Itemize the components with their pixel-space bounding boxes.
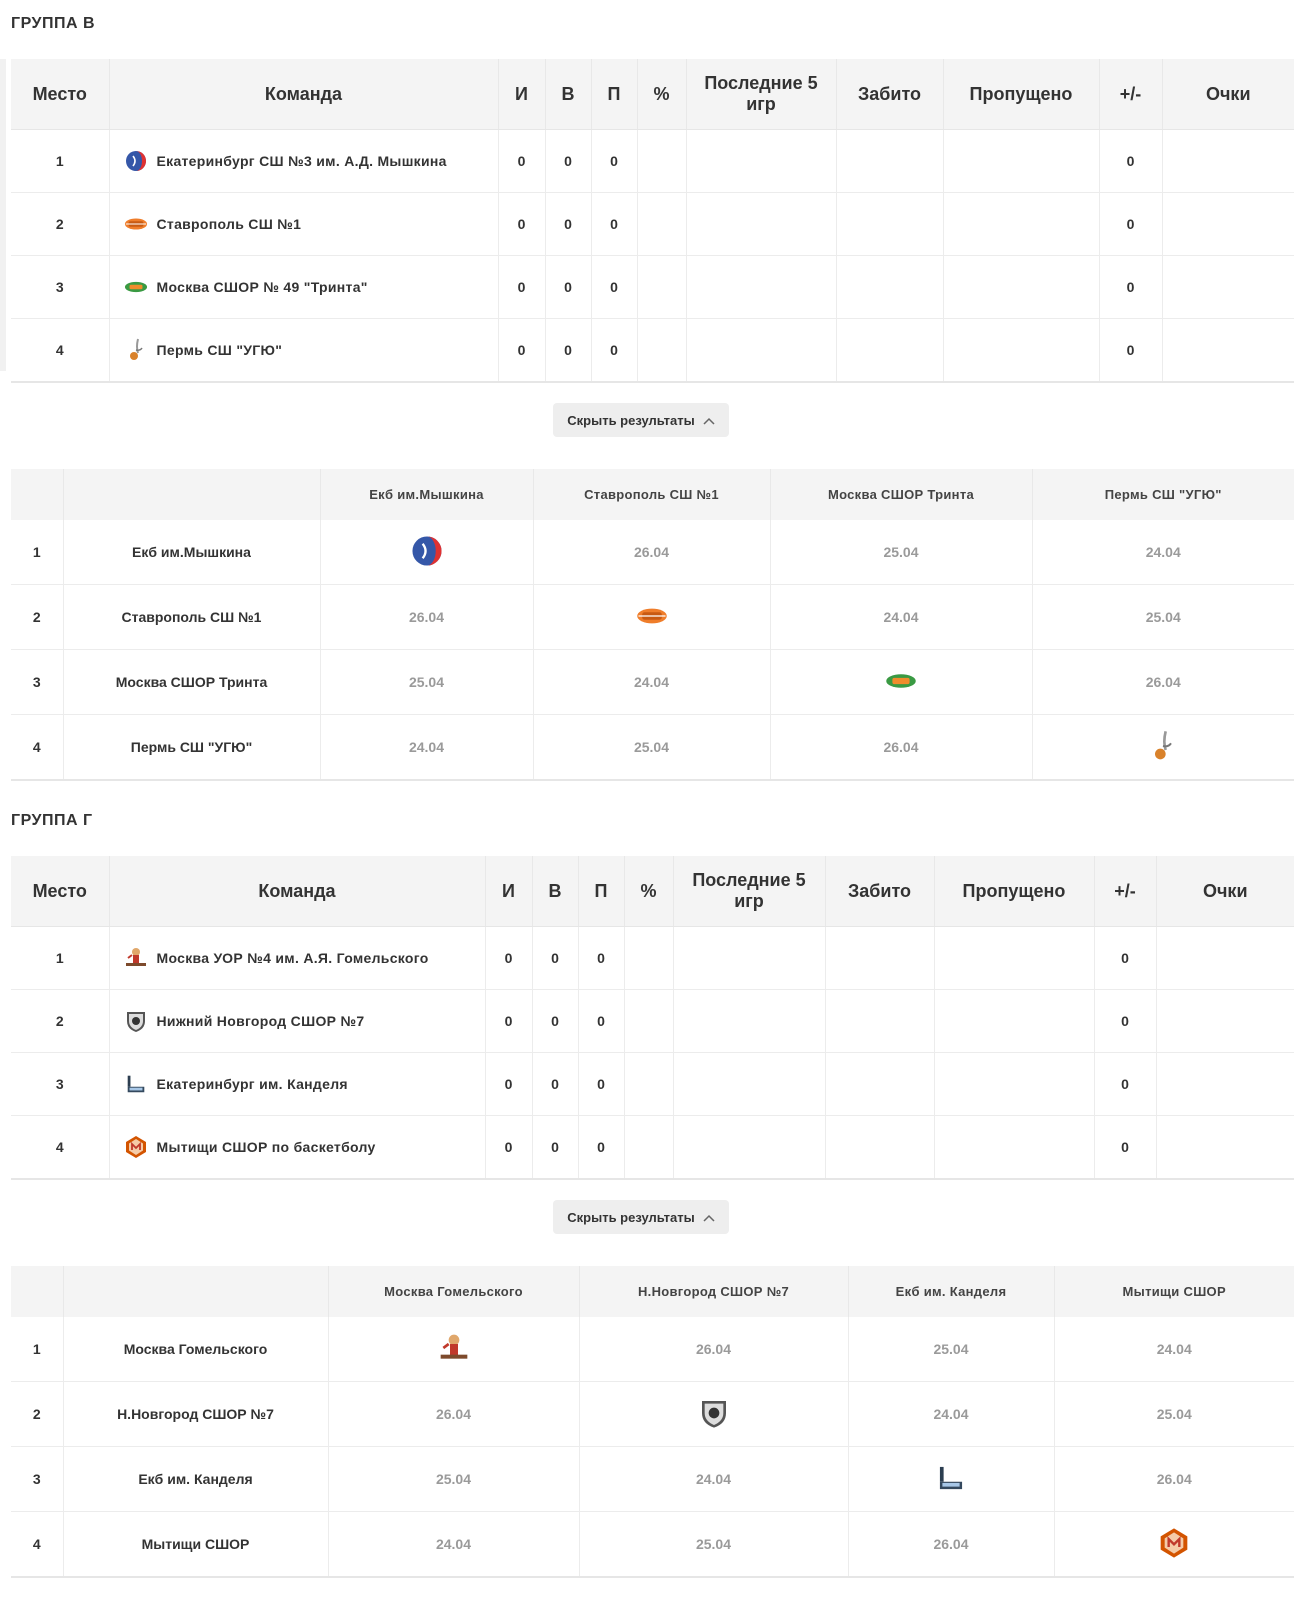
col-conceded[interactable]: Пропущено <box>934 856 1094 927</box>
place: 2 <box>11 990 109 1053</box>
diff: 0 <box>1099 256 1162 319</box>
place: 2 <box>11 193 109 256</box>
col-place[interactable]: Место <box>11 59 109 130</box>
col-team[interactable]: Команда <box>109 59 498 130</box>
place: 1 <box>11 130 109 193</box>
team-name: Пермь СШ "УГЮ" <box>156 342 283 358</box>
matrix-self-cell <box>1032 715 1294 781</box>
gomelsky-icon <box>438 1332 470 1364</box>
team-cell[interactable] <box>109 1053 485 1116</box>
col-diff[interactable]: +/- <box>1099 59 1162 130</box>
points <box>1162 193 1294 256</box>
mytishchi-icon <box>1158 1527 1190 1559</box>
col-wins[interactable]: В <box>532 856 578 927</box>
matrix-row <box>11 1447 1294 1512</box>
col-team[interactable]: Команда <box>109 856 485 927</box>
last5 <box>673 927 825 990</box>
matrix-col-header: Екб им.Мышкина <box>320 469 533 520</box>
percent <box>624 1053 673 1116</box>
nnovgorod-shield-icon <box>124 1009 148 1033</box>
match-date[interactable]: 24.04 <box>320 715 533 781</box>
games: 0 <box>498 193 545 256</box>
scored <box>825 927 934 990</box>
losses: 0 <box>578 990 624 1053</box>
last5 <box>686 256 836 319</box>
matrix-col-header: Н.Новгород СШОР №7 <box>579 1266 848 1317</box>
col-wins[interactable]: В <box>545 59 591 130</box>
table-row[interactable] <box>11 1053 1294 1116</box>
losses: 0 <box>591 193 637 256</box>
gomelsky-icon <box>124 946 148 970</box>
match-date[interactable]: 25.04 <box>1054 1382 1294 1447</box>
place: 4 <box>11 1116 109 1180</box>
match-date[interactable]: 26.04 <box>320 585 533 650</box>
matrix-row <box>11 1512 1294 1578</box>
matrix-row-num: 3 <box>11 650 63 715</box>
matrix-corner <box>11 1266 63 1317</box>
col-scored[interactable]: Забито <box>825 856 934 927</box>
team-name: Екатеринбург им. Канделя <box>156 1076 348 1092</box>
games: 0 <box>485 990 532 1053</box>
team-cell[interactable] <box>109 256 498 319</box>
matrix-self-cell <box>320 520 533 585</box>
match-date[interactable]: 25.04 <box>1032 585 1294 650</box>
table-row[interactable] <box>11 319 1294 383</box>
col-percent[interactable]: % <box>624 856 673 927</box>
match-date[interactable]: 25.04 <box>579 1512 848 1578</box>
last5 <box>686 319 836 383</box>
matrix-col-header: Пермь СШ "УГЮ" <box>1032 469 1294 520</box>
scored <box>836 256 943 319</box>
match-date[interactable]: 24.04 <box>1054 1317 1294 1382</box>
hide-results-button-g[interactable] <box>553 1200 729 1234</box>
matrix-self-cell <box>848 1447 1054 1512</box>
matrix-row-name: Москва Гомельского <box>63 1317 328 1382</box>
col-last5[interactable]: Последние 5 игр <box>673 856 825 927</box>
diff: 0 <box>1094 1116 1156 1180</box>
match-date[interactable]: 26.04 <box>328 1382 579 1447</box>
conceded <box>943 256 1099 319</box>
col-conceded[interactable]: Пропущено <box>943 59 1099 130</box>
col-games[interactable]: И <box>498 59 545 130</box>
perm-ugyu-icon <box>1147 730 1179 762</box>
wins: 0 <box>532 1116 578 1180</box>
matrix-row-name: Н.Новгород СШОР №7 <box>63 1382 328 1447</box>
matrix-row-num: 2 <box>11 1382 63 1447</box>
team-name: Нижний Новгород СШОР №7 <box>156 1013 365 1029</box>
nnovgorod-shield-icon <box>698 1397 730 1429</box>
perm-ugyu-icon <box>124 338 148 362</box>
conceded <box>934 1116 1094 1180</box>
losses: 0 <box>578 1053 624 1116</box>
col-losses[interactable]: П <box>578 856 624 927</box>
match-date[interactable]: 25.04 <box>533 715 770 781</box>
last5 <box>673 1116 825 1180</box>
matrix-row-num: 4 <box>11 1512 63 1578</box>
team-cell[interactable] <box>109 927 485 990</box>
team-cell[interactable] <box>109 193 498 256</box>
place: 3 <box>11 1053 109 1116</box>
points <box>1162 130 1294 193</box>
table-row[interactable] <box>11 927 1294 990</box>
wins: 0 <box>545 256 591 319</box>
standings-table-g <box>11 856 1294 1180</box>
col-scored[interactable]: Забито <box>836 59 943 130</box>
last5 <box>686 193 836 256</box>
wins: 0 <box>532 1053 578 1116</box>
ekb-myshkin-icon <box>124 149 148 173</box>
stavropol-icon <box>124 212 148 236</box>
mytishchi-icon <box>124 1135 148 1159</box>
diff: 0 <box>1094 927 1156 990</box>
match-date[interactable]: 26.04 <box>533 520 770 585</box>
games: 0 <box>485 1116 532 1180</box>
team-name: Москва СШОР № 49 "Тринта" <box>156 279 368 295</box>
percent <box>637 319 686 383</box>
kandel-icon <box>935 1462 967 1494</box>
matrix-row-name: Екб им. Канделя <box>63 1447 328 1512</box>
hide-results-label: Скрыть результаты <box>567 412 695 428</box>
table-row[interactable] <box>11 130 1294 193</box>
games: 0 <box>498 130 545 193</box>
chevron-up-icon <box>703 413 715 428</box>
col-points[interactable]: Очки <box>1162 59 1294 130</box>
scored <box>836 130 943 193</box>
col-losses[interactable]: П <box>591 59 637 130</box>
percent <box>624 990 673 1053</box>
percent <box>637 193 686 256</box>
percent <box>637 256 686 319</box>
matrix-row-num: 4 <box>11 715 63 781</box>
matrix-self-cell <box>1054 1512 1294 1578</box>
matrix-row-name: Мытищи СШОР <box>63 1512 328 1578</box>
scored <box>836 193 943 256</box>
conceded <box>943 130 1099 193</box>
matrix-row-num: 1 <box>11 520 63 585</box>
matrix-col-header: Екб им. Канделя <box>848 1266 1054 1317</box>
scored <box>836 319 943 383</box>
col-place[interactable]: Место <box>11 856 109 927</box>
points <box>1162 319 1294 383</box>
match-date[interactable]: 25.04 <box>848 1317 1054 1382</box>
matrix-col-header: Москва Гомельского <box>328 1266 579 1317</box>
match-date[interactable]: 24.04 <box>328 1512 579 1578</box>
place: 3 <box>11 256 109 319</box>
matrix-row-num: 1 <box>11 1317 63 1382</box>
matrix-self-cell <box>328 1317 579 1382</box>
table-row[interactable] <box>11 193 1294 256</box>
hide-results-label: Скрыть результаты <box>567 1209 695 1225</box>
match-date[interactable]: 24.04 <box>579 1447 848 1512</box>
team-name: Ставрополь СШ №1 <box>156 216 302 232</box>
percent <box>637 130 686 193</box>
matrix-col-header: Ставрополь СШ №1 <box>533 469 770 520</box>
points <box>1156 927 1294 990</box>
diff: 0 <box>1099 193 1162 256</box>
matrix-row <box>11 715 1294 781</box>
losses: 0 <box>591 130 637 193</box>
games: 0 <box>498 256 545 319</box>
wins: 0 <box>545 130 591 193</box>
col-points[interactable]: Очки <box>1156 856 1294 927</box>
matrix-row-name: Ставрополь СШ №1 <box>63 585 320 650</box>
team-cell[interactable] <box>109 990 485 1053</box>
match-date[interactable]: 25.04 <box>328 1447 579 1512</box>
matrix-self-cell <box>770 650 1032 715</box>
conceded <box>943 193 1099 256</box>
scored <box>825 1116 934 1180</box>
scored <box>825 1053 934 1116</box>
team-cell[interactable] <box>109 1116 485 1180</box>
place: 4 <box>11 319 109 383</box>
games: 0 <box>498 319 545 383</box>
group-b-title: ГРУППА В <box>11 15 96 32</box>
stavropol-icon <box>636 600 668 632</box>
wins: 0 <box>545 193 591 256</box>
ekb-myshkin-icon <box>411 535 443 567</box>
scroll-edge <box>0 59 6 371</box>
place: 1 <box>11 927 109 990</box>
matrix-col-header: Мытищи СШОР <box>1054 1266 1294 1317</box>
matrix-corner <box>11 469 63 520</box>
col-games[interactable]: И <box>485 856 532 927</box>
wins: 0 <box>532 990 578 1053</box>
trinta-icon <box>124 275 148 299</box>
col-diff[interactable]: +/- <box>1094 856 1156 927</box>
last5 <box>673 1053 825 1116</box>
team-name: Екатеринбург СШ №3 им. А.Д. Мышкина <box>156 153 447 169</box>
wins: 0 <box>545 319 591 383</box>
diff: 0 <box>1094 990 1156 1053</box>
matrix-row-name: Москва СШОР Тринта <box>63 650 320 715</box>
matrix-row <box>11 1317 1294 1382</box>
table-row[interactable] <box>11 990 1294 1053</box>
scored <box>825 990 934 1053</box>
table-row[interactable] <box>11 256 1294 319</box>
matrix-row-num: 2 <box>11 585 63 650</box>
match-date[interactable]: 24.04 <box>848 1382 1054 1447</box>
matrix-row-num: 3 <box>11 1447 63 1512</box>
wins: 0 <box>532 927 578 990</box>
match-date[interactable]: 26.04 <box>848 1512 1054 1578</box>
kandel-icon <box>124 1072 148 1096</box>
conceded <box>943 319 1099 383</box>
matrix-col-header: Москва СШОР Тринта <box>770 469 1032 520</box>
diff: 0 <box>1099 319 1162 383</box>
standings-table-b <box>11 59 1294 383</box>
percent <box>624 927 673 990</box>
matrix-row <box>11 520 1294 585</box>
points <box>1156 1116 1294 1180</box>
col-last5[interactable]: Последние 5 игр <box>686 59 836 130</box>
last5 <box>686 130 836 193</box>
match-date[interactable]: 24.04 <box>770 585 1032 650</box>
losses: 0 <box>578 927 624 990</box>
match-date[interactable]: 25.04 <box>770 520 1032 585</box>
matrix-name-header <box>63 469 320 520</box>
team-name: Мытищи СШОР по баскетболу <box>156 1139 376 1155</box>
conceded <box>934 927 1094 990</box>
losses: 0 <box>591 256 637 319</box>
percent <box>624 1116 673 1180</box>
chevron-up-icon <box>703 1210 715 1225</box>
match-date[interactable]: 26.04 <box>1054 1447 1294 1512</box>
matrix-self-cell <box>579 1382 848 1447</box>
match-date[interactable]: 26.04 <box>579 1317 848 1382</box>
table-row[interactable] <box>11 1116 1294 1180</box>
last5 <box>673 990 825 1053</box>
diff: 0 <box>1094 1053 1156 1116</box>
conceded <box>934 990 1094 1053</box>
team-name: Москва УОР №4 им. А.Я. Гомельского <box>156 950 429 966</box>
group-g-title: ГРУППА Г <box>11 812 93 829</box>
diff: 0 <box>1099 130 1162 193</box>
losses: 0 <box>578 1116 624 1180</box>
points <box>1162 256 1294 319</box>
matrix-row-name: Пермь СШ "УГЮ" <box>63 715 320 781</box>
team-cell[interactable] <box>109 319 498 383</box>
team-cell[interactable] <box>109 130 498 193</box>
losses: 0 <box>591 319 637 383</box>
games: 0 <box>485 927 532 990</box>
matrix-row-name: Екб им.Мышкина <box>63 520 320 585</box>
trinta-icon <box>885 665 917 697</box>
match-date[interactable]: 26.04 <box>770 715 1032 781</box>
points <box>1156 1053 1294 1116</box>
matrix-row <box>11 1382 1294 1447</box>
matrix-name-header <box>63 1266 328 1317</box>
col-percent[interactable]: % <box>637 59 686 130</box>
match-date[interactable]: 26.04 <box>1032 650 1294 715</box>
matrix-row <box>11 585 1294 650</box>
points <box>1156 990 1294 1053</box>
results-matrix-g <box>11 1266 1294 1578</box>
match-date[interactable]: 24.04 <box>1032 520 1294 585</box>
hide-results-button-b[interactable] <box>553 403 729 437</box>
matrix-self-cell <box>533 585 770 650</box>
games: 0 <box>485 1053 532 1116</box>
match-date[interactable]: 25.04 <box>320 650 533 715</box>
match-date[interactable]: 24.04 <box>533 650 770 715</box>
conceded <box>934 1053 1094 1116</box>
matrix-row <box>11 650 1294 715</box>
results-matrix-b <box>11 469 1294 781</box>
